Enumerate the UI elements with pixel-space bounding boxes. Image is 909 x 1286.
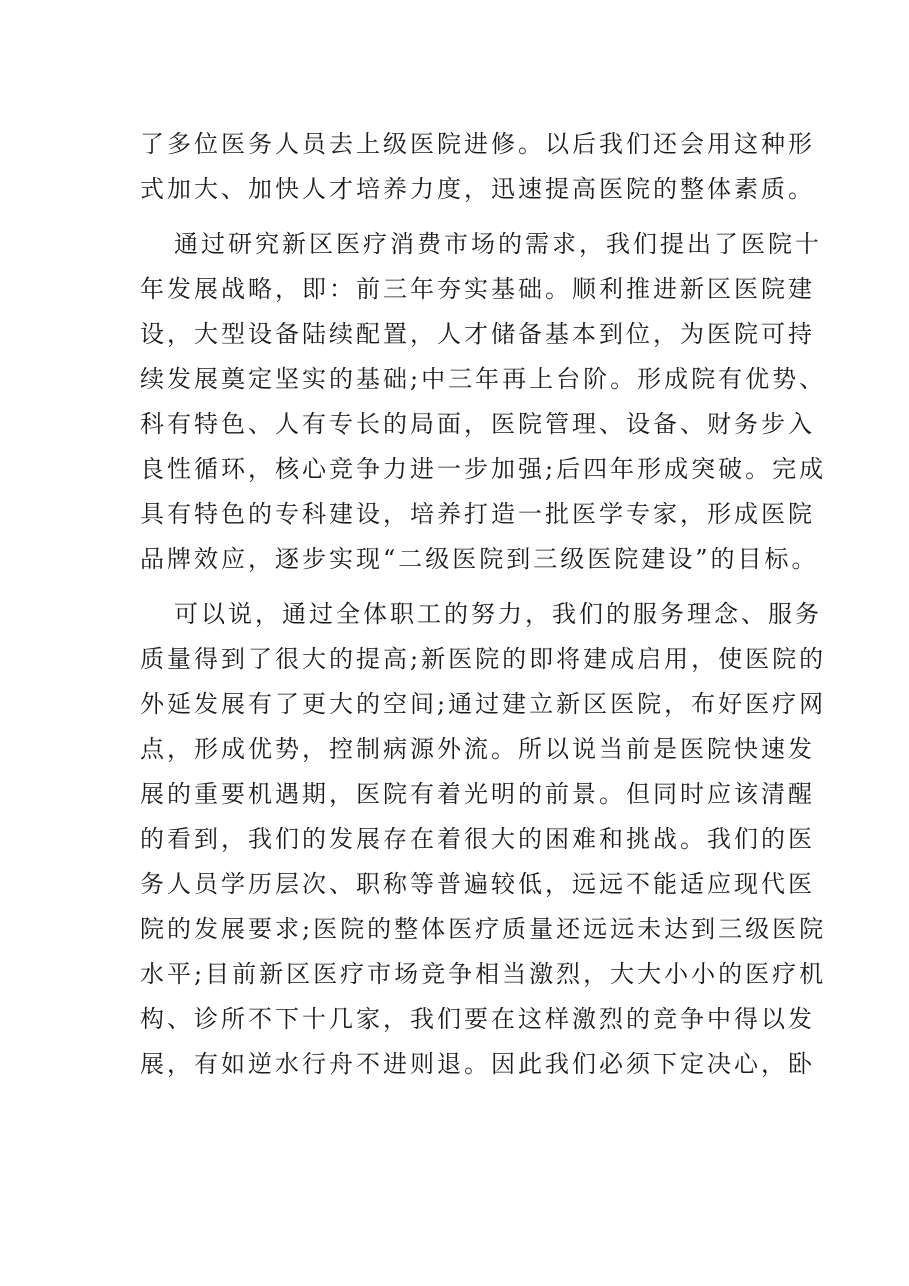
text-line: 务人员学历层次、职称等普遍较低，远远不能适应现代医 bbox=[140, 870, 815, 898]
text-line: 水平;目前新区医疗市场竞争相当激烈，大大小小的医疗机 bbox=[140, 960, 827, 988]
document-page bbox=[140, 122, 827, 1097]
text-line: 可以说，通过全体职工的努力，我们的服务理念、服务 bbox=[174, 600, 822, 628]
text-line: 年发展战略，即：前三年夯实基础。顺利推进新区医院建 bbox=[140, 275, 815, 303]
text-line: 点，形成优势，控制病源外流。所以说当前是医院快速发 bbox=[140, 735, 815, 763]
paragraph-3 bbox=[140, 592, 827, 1087]
text-line: 质量得到了很大的提高;新医院的即将建成启用，使医院的 bbox=[140, 645, 827, 673]
text-line: 展，有如逆水行舟不进则退。因此我们必须下定决心，卧 bbox=[140, 1050, 815, 1078]
text-line: 科有特色、人有专长的局面，医院管理、设备、财务步入 bbox=[140, 410, 815, 438]
text-line: 展的重要机遇期，医院有着光明的前景。但同时应该清醒 bbox=[140, 780, 815, 808]
paragraph-2 bbox=[140, 222, 827, 582]
text-line: 外延发展有了更大的空间;通过建立新区医院，布好医疗网 bbox=[140, 690, 827, 718]
text-line: 具有特色的专科建设，培养打造一批医学专家，形成医院 bbox=[140, 500, 815, 528]
text-line: 的看到，我们的发展存在着很大的困难和挑战。我们的医 bbox=[140, 825, 815, 853]
text-line: 了多位医务人员去上级医院进修。以后我们还会用这种形 bbox=[140, 130, 815, 158]
text-line: 院的发展要求;医院的整体医疗质量还远远未达到三级医院 bbox=[140, 915, 827, 943]
text-line: 良性循环，核心竞争力进一步加强;后四年形成突破。完成 bbox=[140, 455, 827, 483]
text-line: 式加大、加快人才培养力度，迅速提高医院的整体素质。 bbox=[140, 175, 815, 203]
text-line: 续发展奠定坚实的基础;中三年再上台阶。形成院有优势、 bbox=[140, 365, 827, 393]
text-line: 品牌效应，逐步实现“二级医院到三级医院建设”的目标。 bbox=[140, 545, 819, 573]
text-line: 通过研究新区医疗消费市场的需求，我们提出了医院十 bbox=[174, 230, 822, 258]
text-line: 构、诊所不下十几家，我们要在这样激烈的竞争中得以发 bbox=[140, 1005, 815, 1033]
text-line: 设，大型设备陆续配置，人才储备基本到位，为医院可持 bbox=[140, 320, 815, 348]
paragraph-1 bbox=[140, 122, 815, 212]
